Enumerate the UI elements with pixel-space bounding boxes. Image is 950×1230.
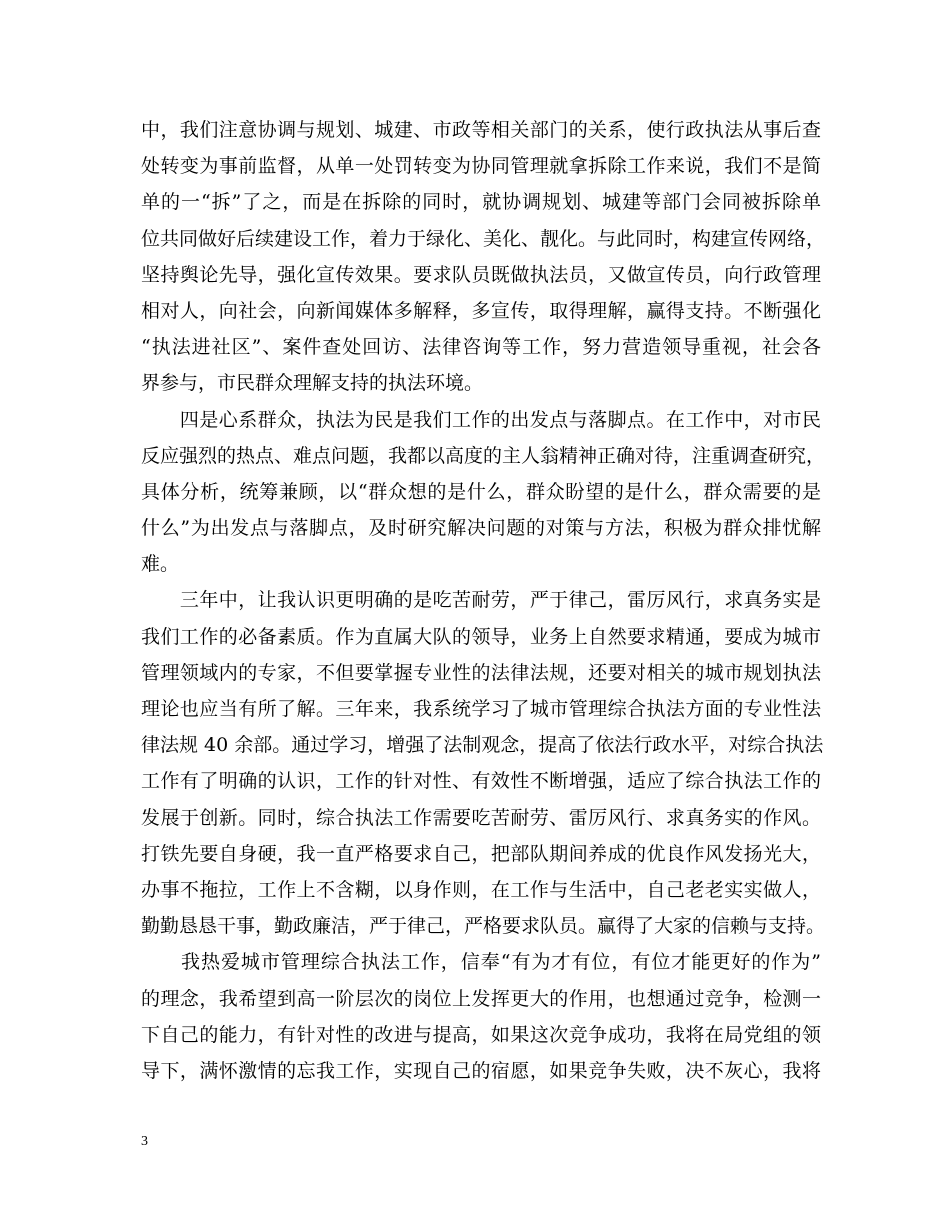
text-line: 单的一“拆”了之，而是在拆除的同时，就协调规划、城建等部门会同被拆除单 bbox=[141, 191, 821, 214]
text-line: 理论也应当有所了解。三年来，我系统学习了城市管理综合执法方面的专业性法 bbox=[141, 698, 821, 720]
text-line: 具体分析，统筹兼顾，以“群众想的是什么，群众盼望的是什么，群众需要的是 bbox=[141, 480, 821, 503]
text-line: 位共同做好后续建设工作，着力于绿化、美化、靓化。与此同时，构建宣传网络， bbox=[141, 227, 826, 250]
text-line: 我热爱城市管理综合执法工作，信奉“有为才有位，有位才能更好的作为” bbox=[141, 951, 821, 974]
text-line: 反应强烈的热点、难点问题，我都以高度的主人翁精神正确对待，注重调查研究， bbox=[141, 444, 826, 467]
text-line: 处转变为事前监督，从单一处罚转变为协同管理就拿拆除工作来说，我们不是简 bbox=[141, 155, 821, 178]
body-text bbox=[141, 112, 826, 1089]
text-line: 打铁先要自身硬，我一直严格要求自己，把部队期间养成的优良作风发扬光大， bbox=[141, 842, 821, 865]
text-line: 办事不拖拉，工作上不含糊，以身作则，在工作与生活中，自己老老实实做人， bbox=[141, 878, 821, 901]
text-line: 导下，满怀激情的忘我工作，实现自己的宿愿，如果竞争失败，决不灰心，我将 bbox=[141, 1059, 821, 1082]
text-line: 我们工作的必备素质。作为直属大队的领导，业务上自然要求精通，要成为城市 bbox=[141, 625, 821, 648]
text-line: 四是心系群众，执法为民是我们工作的出发点与落脚点。在工作中，对市民 bbox=[141, 408, 821, 431]
text-line: 相对人，向社会，向新闻媒体多解释，多宣传，取得理解，赢得支持。不断强化 bbox=[141, 299, 821, 322]
text-line: 难。 bbox=[141, 553, 180, 576]
text-line: 发展于创新。同时，综合执法工作需要吃苦耐劳、雷厉风行、求真务实的作风。 bbox=[141, 806, 821, 829]
text-line: 三年中，让我认识更明确的是吃苦耐劳，严于律己，雷厉风行，求真务实是 bbox=[141, 589, 821, 612]
page-number: 3 bbox=[141, 1134, 148, 1149]
text-line: “执法进社区”、案件查处回访、法律咨询等工作，努力营造领导重视，社会各 bbox=[141, 336, 821, 359]
text-line: 律法规 40 余部。通过学习，增强了法制观念，提高了依法行政水平，对综合执法 bbox=[141, 734, 824, 757]
text-line: 坚持舆论先导，强化宣传效果。要求队员既做执法员，又做宣传员，向行政管理 bbox=[141, 263, 821, 286]
text-line: 中，我们注意协调与规划、城建、市政等相关部门的关系，使行政执法从事后查 bbox=[141, 119, 821, 141]
text-line: 勤勤恳恳干事，勤政廉洁，严于律己，严格要求队员。赢得了大家的信赖与支持。 bbox=[141, 915, 826, 938]
text-line: 管理领域内的专家，不但要掌握专业性的法律法规，还要对相关的城市规划执法 bbox=[141, 661, 821, 684]
text-line: 的理念，我希望到高一阶层次的岗位上发挥更大的作用，也想通过竞争，检测一 bbox=[141, 987, 821, 1010]
text-line: 下自己的能力，有针对性的改进与提高，如果这次竞争成功，我将在局党组的领 bbox=[141, 1023, 821, 1046]
text-line: 工作有了明确的认识，工作的针对性、有效性不断增强，适应了综合执法工作的 bbox=[141, 770, 821, 793]
text-line: 什么”为出发点与落脚点，及时研究解决问题的对策与方法，积极为群众排忧解 bbox=[141, 517, 821, 540]
text-line: 界参与，市民群众理解支持的执法环境。 bbox=[141, 372, 484, 395]
